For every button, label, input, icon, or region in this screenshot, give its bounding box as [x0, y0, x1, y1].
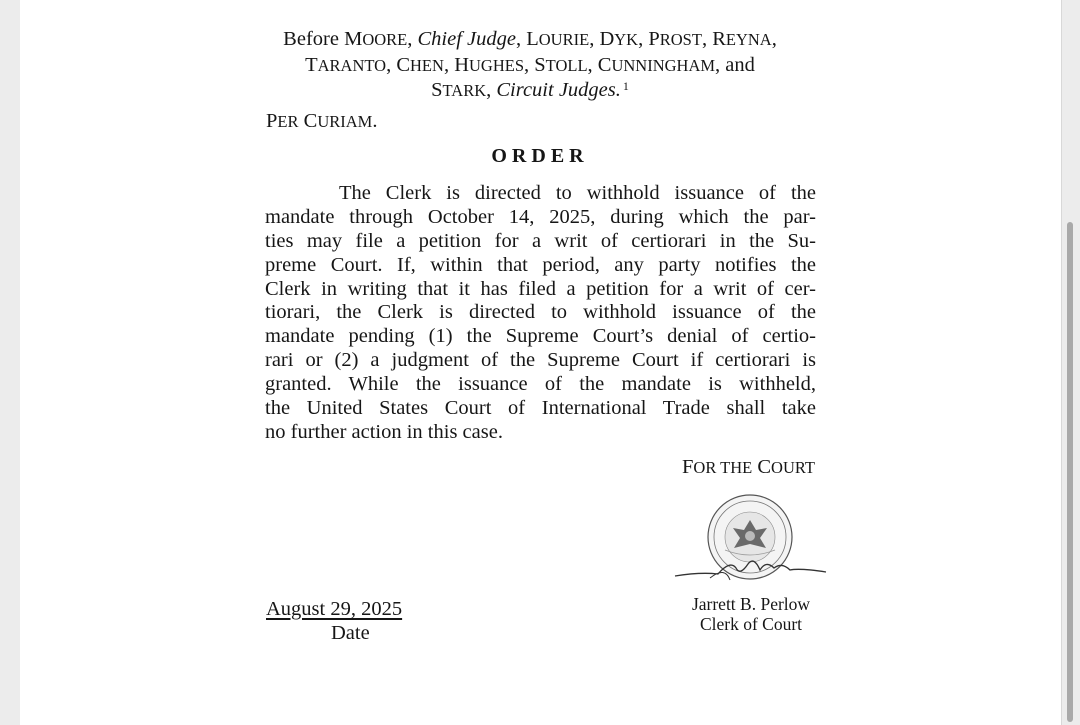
order-paragraph — [265, 182, 816, 445]
court-seal-icon — [708, 495, 792, 579]
order-line: Clerk in writing that it has filed a petition for a writ of cer- — [265, 277, 816, 300]
order-line: ties may file a petition for a writ of certiorari in the Su- — [265, 229, 816, 252]
chief-judge-label: Chief Judge — [417, 28, 516, 50]
order-line: The Clerk is directed to withhold issuance of the — [339, 182, 816, 204]
order-title: ORDER — [491, 145, 589, 167]
order-line: mandate through October 14, 2025, during which the par- — [265, 205, 816, 228]
judges-line-1: Before MOORE, Chief Judge, LOURIE, DYK, PROST, REYNA, — [283, 28, 777, 50]
order-line: tiorari, the Clerk is directed to withhold issuance of the — [265, 301, 816, 324]
judges-line-3: STARK, Circuit Judges. $^1$ — [431, 79, 629, 101]
scrollbar-thumb[interactable] — [1067, 222, 1073, 722]
date-label: Date — [331, 622, 370, 644]
order-date: August 29, 2025 — [266, 598, 403, 620]
judge-moore: M — [344, 28, 363, 50]
circuit-judges-label: Circuit Judges. — [496, 79, 621, 101]
footnote-marker[interactable]: 1 — [622, 79, 629, 93]
for-the-court: FOR THE COURT — [682, 456, 815, 478]
order-line: the United States Court of International Trade shall take — [265, 397, 816, 420]
order-line: rari or (2) a judgment of the Supreme Court if certiorari is — [265, 349, 816, 372]
per-curiam: PER CURIAM. — [266, 110, 378, 132]
viewer-left-margin — [0, 0, 20, 725]
order-line: mandate pending (1) the Supreme Court’s denial of certio- — [265, 325, 816, 348]
court-seal-and-signature — [670, 490, 830, 590]
clerk-name: Jarrett B. Perlow — [691, 594, 811, 614]
clerk-title: Clerk of Court — [699, 614, 803, 634]
judges-line-2: TARANTO, CHEN, HUGHES, STOLL, CUNNINGHAM, and — [305, 53, 755, 76]
scrollbar-track[interactable] — [1061, 0, 1080, 725]
order-line: preme Court. If, within that period, any party notifies the — [265, 253, 816, 276]
order-line: granted. While the issuance of the mandate is withheld, — [265, 373, 816, 396]
panel-of-judges — [0, 27, 1060, 104]
order-line: no further action in this case. — [265, 420, 503, 443]
